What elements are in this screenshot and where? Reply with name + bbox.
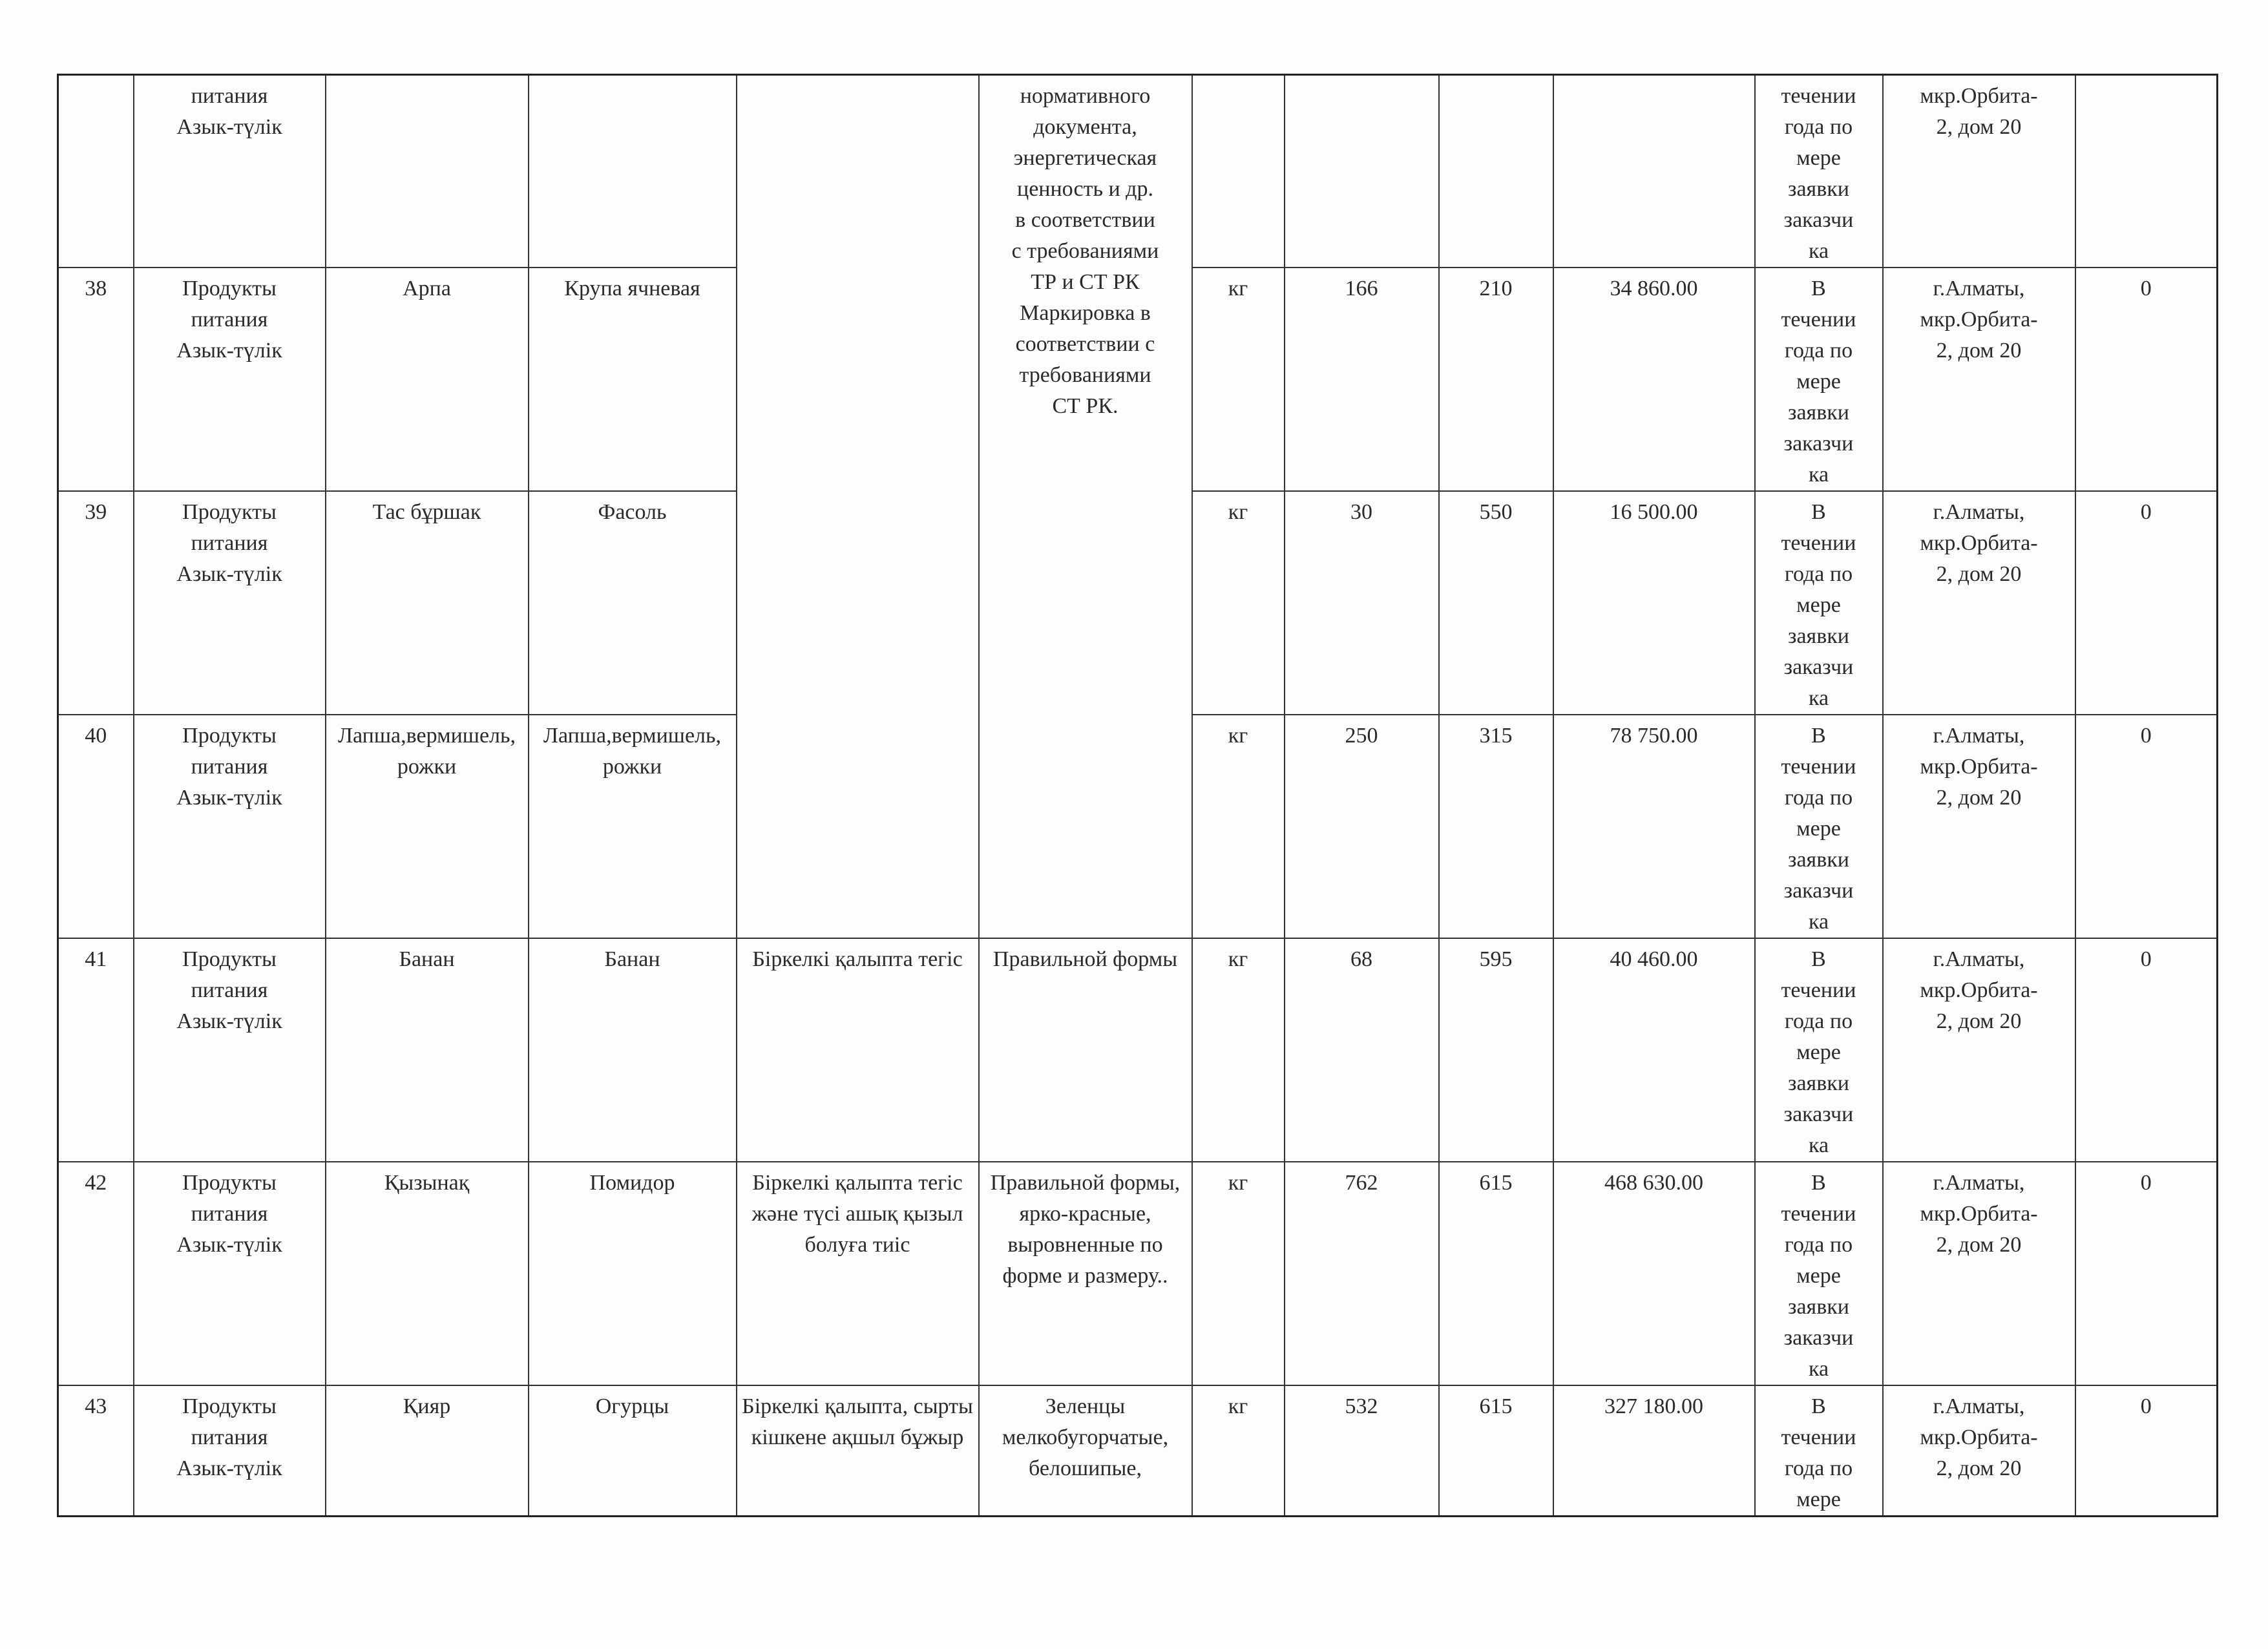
- cell-address: г.Алматы, мкр.Орбита- 2, дом 20: [1883, 1385, 2075, 1517]
- cell-name-kz: [326, 75, 529, 268]
- cell-name-ru: Огурцы: [529, 1385, 737, 1517]
- cell-sum: 40 460.00: [1553, 938, 1755, 1162]
- cell-address: г.Алматы, мкр.Орбита- 2, дом 20: [1883, 1162, 2075, 1385]
- cell-name-ru: Лапша,вермишель, рожки: [529, 715, 737, 938]
- cell-unit: кг: [1192, 268, 1285, 491]
- table-row: [58, 1385, 2218, 1517]
- cell-name-kz: Қияр: [326, 1385, 529, 1517]
- cell-qty: [1285, 75, 1439, 268]
- cell-num: 43: [58, 1385, 134, 1517]
- cell-category: Продукты питания Азык-түлік: [134, 1162, 326, 1385]
- cell-price: 550: [1439, 491, 1553, 715]
- cell-name-ru: Банан: [529, 938, 737, 1162]
- cell-category: Продукты питания Азык-түлік: [134, 715, 326, 938]
- cell-num: 39: [58, 491, 134, 715]
- cell-qty: 762: [1285, 1162, 1439, 1385]
- cell-name-kz: Банан: [326, 938, 529, 1162]
- cell-unit: кг: [1192, 715, 1285, 938]
- cell-qty: 68: [1285, 938, 1439, 1162]
- cell-delivery: течении года по мере заявки заказчи ка: [1755, 75, 1883, 268]
- cell-sum: [1553, 75, 1755, 268]
- cell-spec-kz: Біркелкі қалыпта тегіс және түсі ашық қызыл болуға тиіс: [737, 1162, 979, 1385]
- cell-spec-ru: Правильной формы: [979, 938, 1192, 1162]
- cell-name-kz: Лапша,вермишель, рожки: [326, 715, 529, 938]
- cell-num: 38: [58, 268, 134, 491]
- cell-delivery: В течении года по мере заявки заказчи ка: [1755, 268, 1883, 491]
- cell-name-ru: Помидор: [529, 1162, 737, 1385]
- cell-delivery: В течении года по мере заявки заказчи ка: [1755, 1162, 1883, 1385]
- cell-advance: [2075, 75, 2218, 268]
- cell-name-ru: [529, 75, 737, 268]
- cell-delivery: В течении года по мере заявки заказчи ка: [1755, 715, 1883, 938]
- procurement-table: [57, 74, 2218, 1517]
- cell-sum: 468 630.00: [1553, 1162, 1755, 1385]
- cell-address: г.Алматы, мкр.Орбита- 2, дом 20: [1883, 938, 2075, 1162]
- cell-price: 615: [1439, 1162, 1553, 1385]
- cell-qty: 250: [1285, 715, 1439, 938]
- cell-name-ru: Фасоль: [529, 491, 737, 715]
- cell-category: питания Азык-түлік: [134, 75, 326, 268]
- cell-spec-kz-merged: [737, 75, 979, 939]
- cell-advance: 0: [2075, 1162, 2218, 1385]
- cell-advance: 0: [2075, 715, 2218, 938]
- cell-spec-kz: Біркелкі қалыпта тегіс: [737, 938, 979, 1162]
- cell-category: Продукты питания Азык-түлік: [134, 938, 326, 1162]
- cell-advance: 0: [2075, 938, 2218, 1162]
- cell-spec-ru: Зеленцы мелкобугорчатые, белошипые,: [979, 1385, 1192, 1517]
- cell-category: Продукты питания Азык-түлік: [134, 491, 326, 715]
- cell-num: 42: [58, 1162, 134, 1385]
- cell-spec-ru-merged: нормативного документа, энергетическая ценность и др. в соответствии с требованиями ТР и СТ РК Маркировка в соответствии с требованиями СТ РК.: [979, 75, 1192, 939]
- cell-address: г.Алматы, мкр.Орбита- 2, дом 20: [1883, 491, 2075, 715]
- cell-price: 615: [1439, 1385, 1553, 1517]
- cell-advance: 0: [2075, 268, 2218, 491]
- cell-sum: 327 180.00: [1553, 1385, 1755, 1517]
- cell-spec-ru: Правильной формы, ярко-красные, выровненные по форме и размеру..: [979, 1162, 1192, 1385]
- cell-spec-kz: Біркелкі қалыпта, сырты кішкене ақшыл бұжыр: [737, 1385, 979, 1517]
- cell-price: 315: [1439, 715, 1553, 938]
- cell-address: мкр.Орбита- 2, дом 20: [1883, 75, 2075, 268]
- cell-address: г.Алматы, мкр.Орбита- 2, дом 20: [1883, 268, 2075, 491]
- cell-qty: 166: [1285, 268, 1439, 491]
- table-row: [58, 938, 2218, 1162]
- cell-name-kz: Қызынақ: [326, 1162, 529, 1385]
- cell-price: 595: [1439, 938, 1553, 1162]
- cell-num: [58, 75, 134, 268]
- cell-advance: 0: [2075, 491, 2218, 715]
- cell-category: Продукты питания Азык-түлік: [134, 1385, 326, 1517]
- cell-num: 40: [58, 715, 134, 938]
- cell-name-ru: Крупа ячневая: [529, 268, 737, 491]
- cell-delivery: В течении года по мере заявки заказчи ка: [1755, 491, 1883, 715]
- cell-qty: 30: [1285, 491, 1439, 715]
- cell-qty: 532: [1285, 1385, 1439, 1517]
- cell-price: [1439, 75, 1553, 268]
- cell-unit: кг: [1192, 1385, 1285, 1517]
- cell-sum: 16 500.00: [1553, 491, 1755, 715]
- cell-unit: кг: [1192, 491, 1285, 715]
- cell-num: 41: [58, 938, 134, 1162]
- cell-name-kz: Тас бұршак: [326, 491, 529, 715]
- cell-unit: кг: [1192, 938, 1285, 1162]
- cell-sum: 34 860.00: [1553, 268, 1755, 491]
- cell-category: Продукты питания Азык-түлік: [134, 268, 326, 491]
- cell-advance: 0: [2075, 1385, 2218, 1517]
- cell-address: г.Алматы, мкр.Орбита- 2, дом 20: [1883, 715, 2075, 938]
- cell-unit: кг: [1192, 1162, 1285, 1385]
- cell-price: 210: [1439, 268, 1553, 491]
- table-row: [58, 1162, 2218, 1385]
- cell-delivery: В течении года по мере: [1755, 1385, 1883, 1517]
- cell-delivery: В течении года по мере заявки заказчи ка: [1755, 938, 1883, 1162]
- cell-unit: [1192, 75, 1285, 268]
- table-row-continuation: [58, 75, 2218, 268]
- cell-sum: 78 750.00: [1553, 715, 1755, 938]
- cell-name-kz: Арпа: [326, 268, 529, 491]
